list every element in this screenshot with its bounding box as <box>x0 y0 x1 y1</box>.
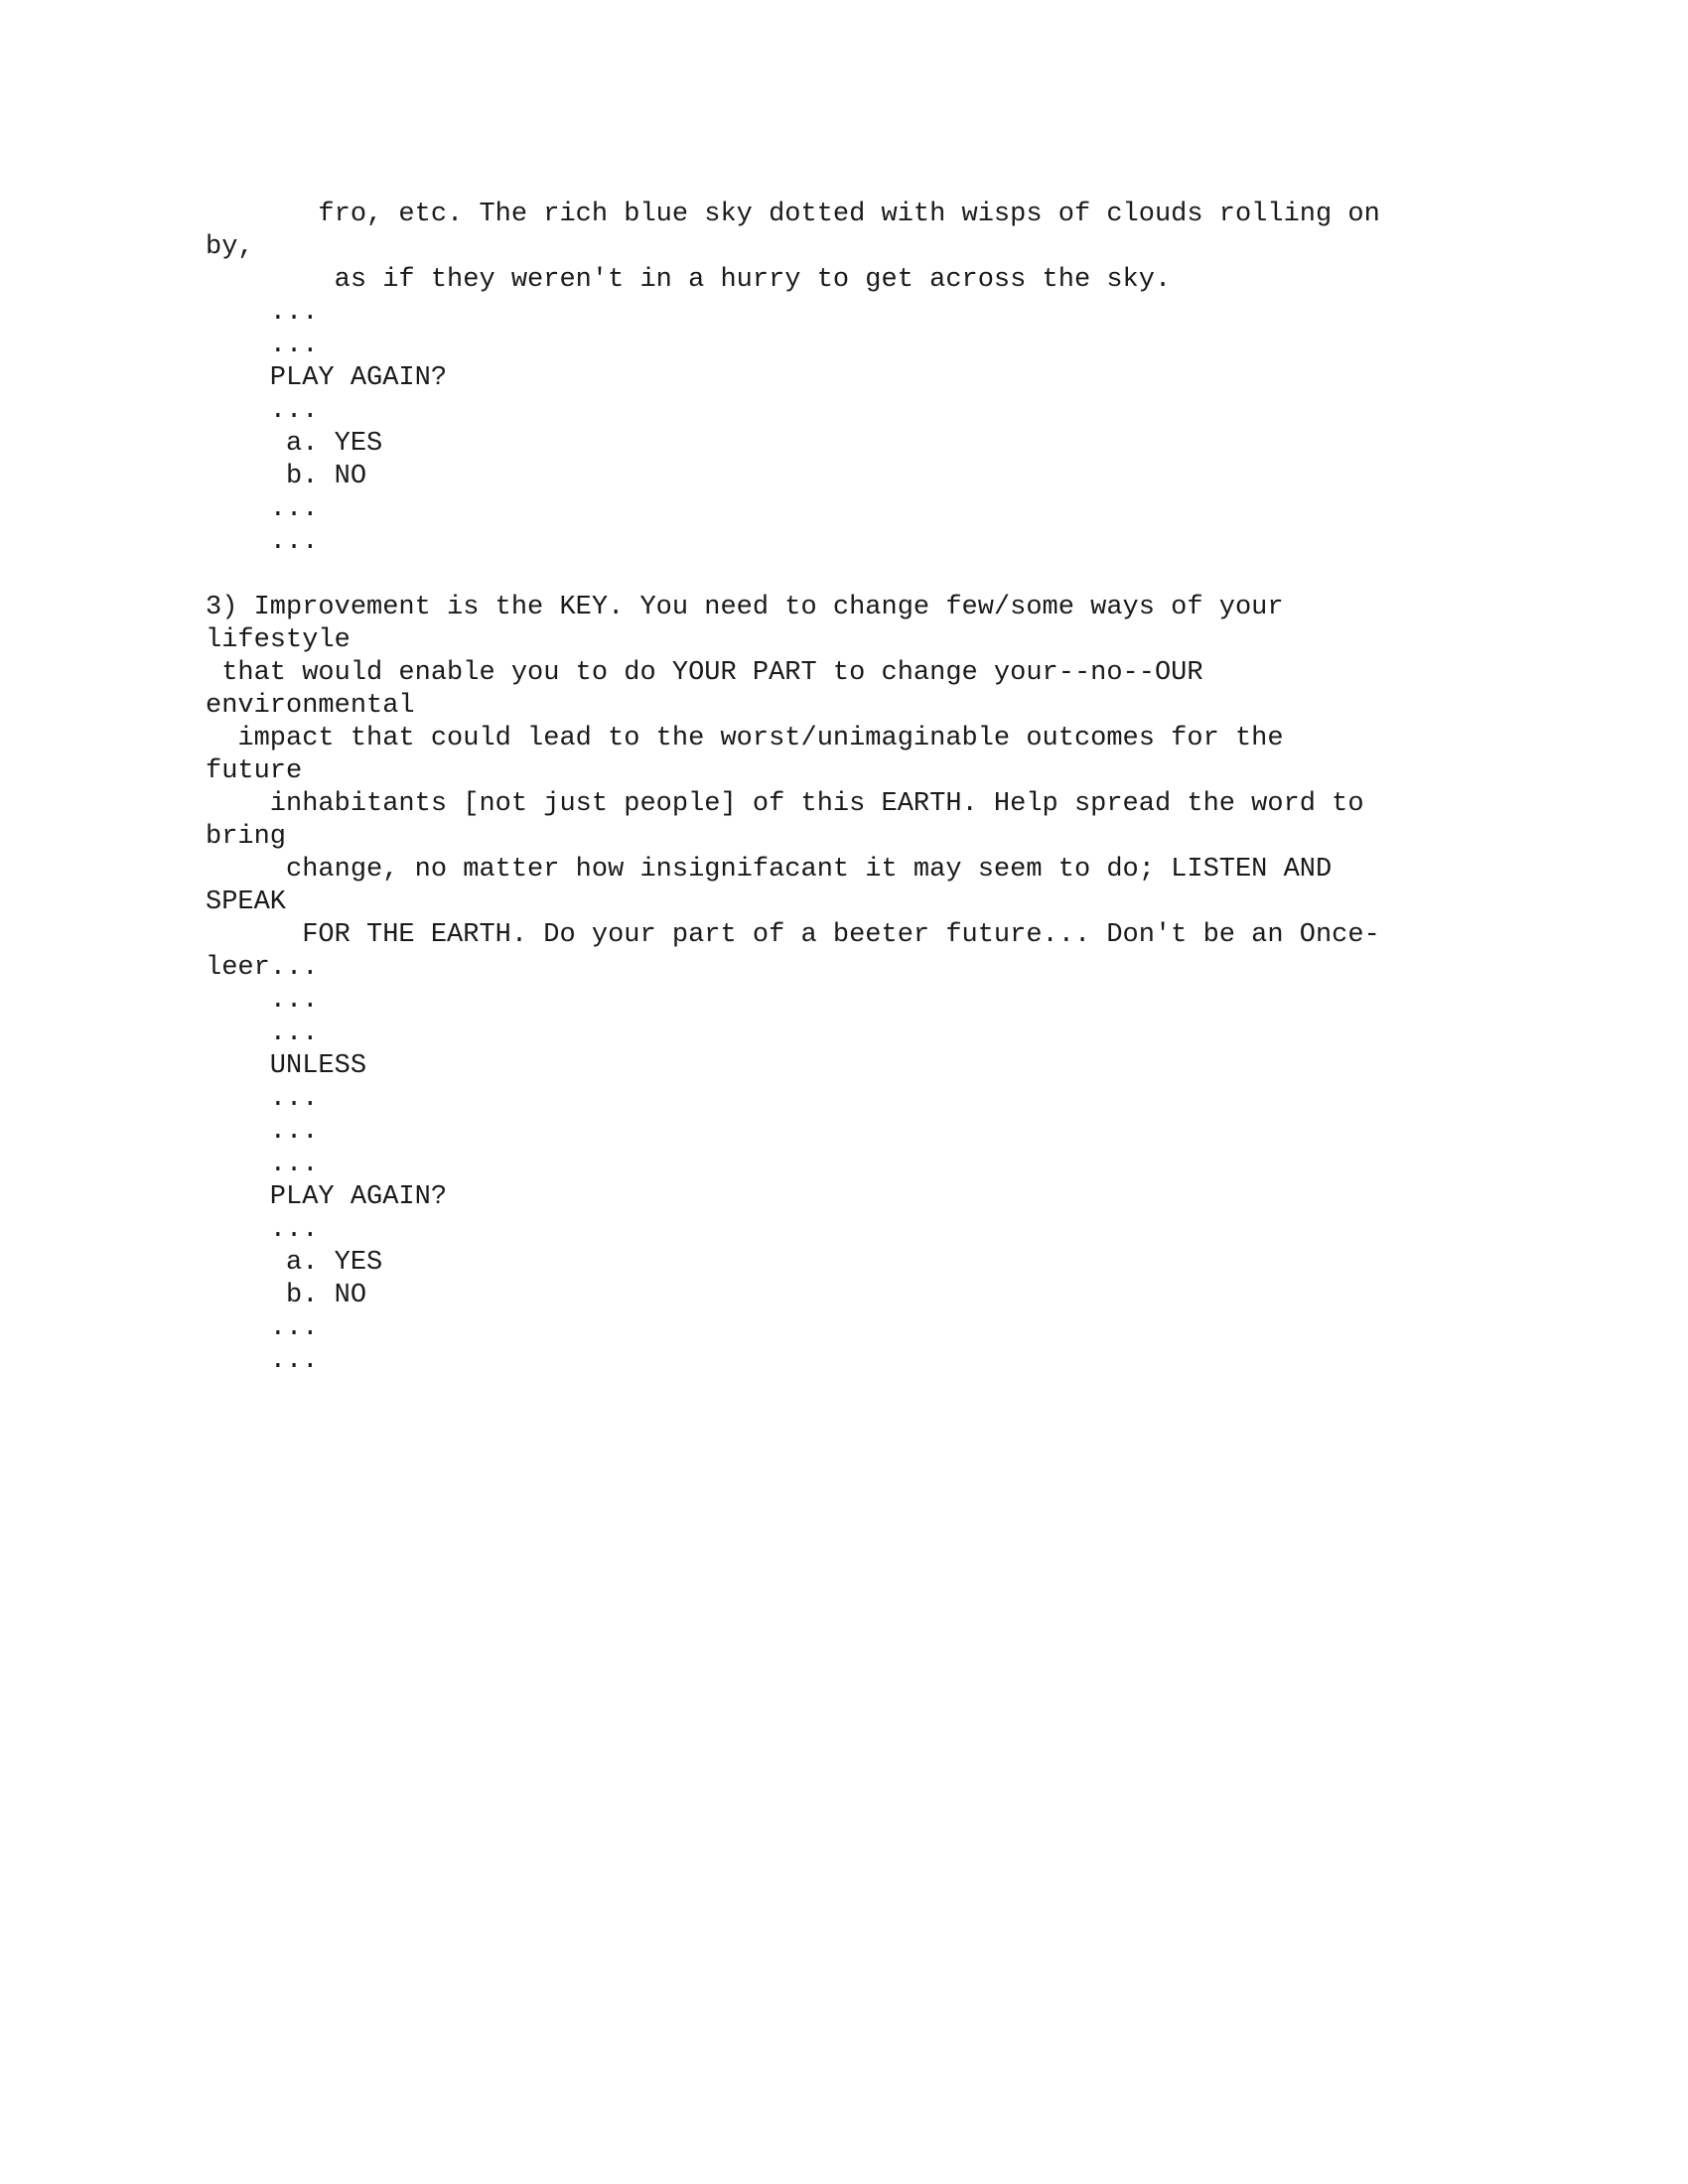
ellipsis-line: ... <box>206 1084 319 1114</box>
ellipsis-line: ... <box>206 1150 319 1179</box>
ellipsis-line: ... <box>206 298 319 328</box>
text-line: that would enable you to do YOUR PART to change your--no--OUR <box>206 658 1203 688</box>
text-line: SPEAK <box>206 887 287 917</box>
ellipsis-line: ... <box>206 1019 319 1048</box>
ellipsis-line: ... <box>206 331 319 360</box>
option-no: b. NO <box>206 462 367 491</box>
ellipsis-line: ... <box>206 494 319 524</box>
ellipsis-line: ... <box>206 986 319 1016</box>
option-no: b. NO <box>206 1281 367 1310</box>
option-yes: a. YES <box>206 1248 383 1278</box>
text-line: change, no matter how insignifacant it may seem to do; LISTEN AND <box>206 855 1333 885</box>
text-line: inhabitants [not just people] of this EARTH. Help spread the word to <box>206 789 1364 819</box>
ellipsis-line: ... <box>206 527 319 557</box>
ellipsis-line: ... <box>206 1117 319 1147</box>
ellipsis-line: ... <box>206 1313 319 1343</box>
ellipsis-line: ... <box>206 396 319 426</box>
play-again-prompt: PLAY AGAIN? <box>206 363 448 393</box>
unless-line: UNLESS <box>206 1051 367 1081</box>
option-yes: a. YES <box>206 429 383 459</box>
text-line: impact that could lead to the worst/unimaginable outcomes for the <box>206 724 1284 753</box>
text-line: fro, etc. The rich blue sky dotted with wisps of clouds rolling on <box>206 200 1380 229</box>
document-body <box>206 199 1596 1378</box>
text-line: bring <box>206 822 287 852</box>
text-line: leer... <box>206 953 319 983</box>
text-line: by, <box>206 232 254 262</box>
text-line: future <box>206 756 303 786</box>
text-line: lifestyle <box>206 625 351 655</box>
play-again-prompt: PLAY AGAIN? <box>206 1182 448 1212</box>
blank-line <box>206 559 1596 592</box>
text-line: as if they weren't in a hurry to get across the sky. <box>206 265 1172 295</box>
text-line: FOR THE EARTH. Do your part of a beeter future... Don't be an Once- <box>206 920 1380 950</box>
text-line: 3) Improvement is the KEY. You need to change few/some ways of your <box>206 593 1284 622</box>
ellipsis-line: ... <box>206 1215 319 1245</box>
text-line: environmental <box>206 691 415 721</box>
ellipsis-line: ... <box>206 1346 319 1376</box>
